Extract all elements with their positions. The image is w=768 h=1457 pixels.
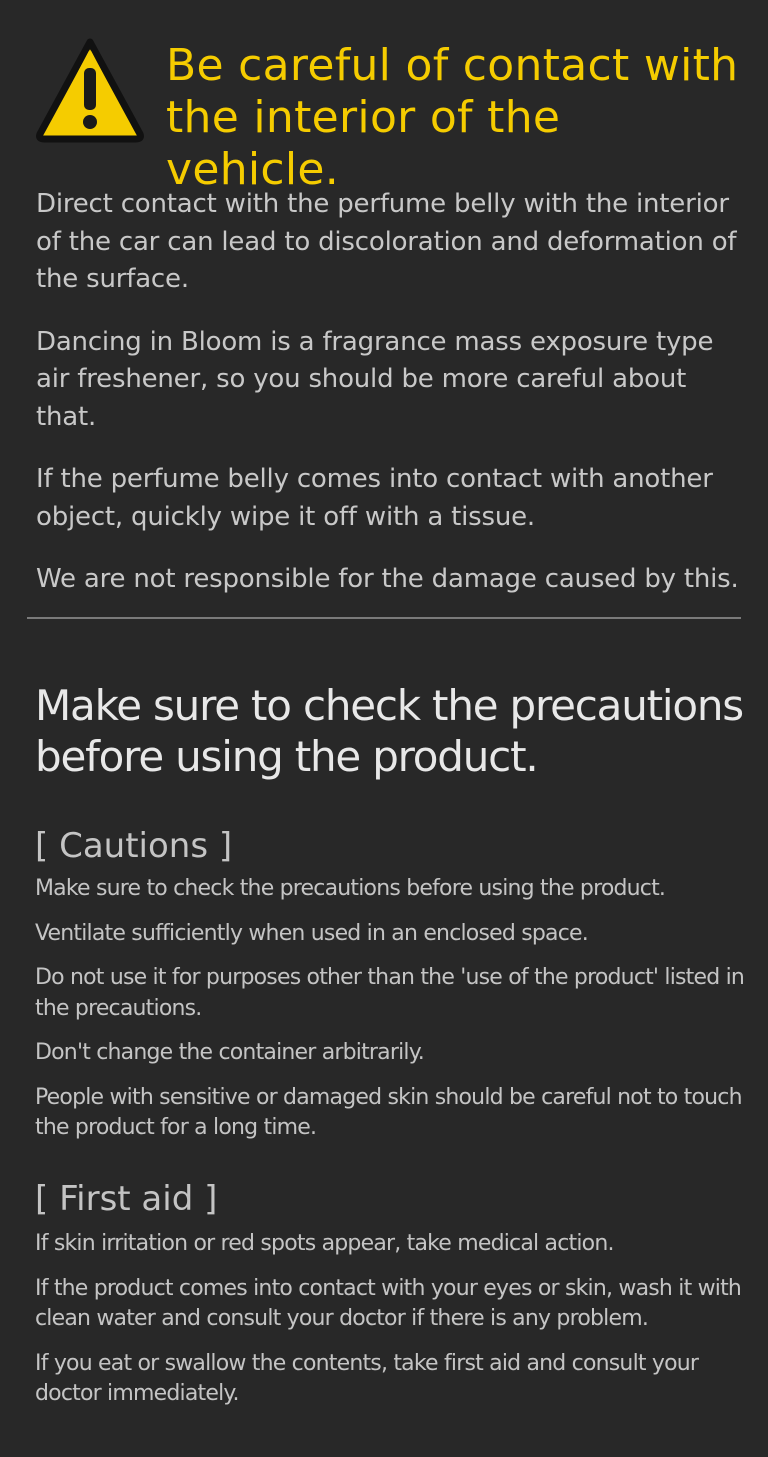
caution-item: Make sure to check the precautions before using the product. (35, 876, 666, 901)
cautions-heading: [ Cautions ] (35, 826, 233, 866)
warning-paragraph: If the perfume belly comes into contact with another object, quickly wipe it off with a tissue. (36, 464, 713, 532)
first-aid-list (35, 1229, 747, 1424)
first-aid-item: If skin irritation or red spots appear, take medical action. (35, 1231, 614, 1256)
warning-paragraph: We are not responsible for the damage caused by this. (36, 564, 739, 594)
caution-item: Don't change the container arbitrarily. (35, 1040, 425, 1065)
warning-paragraph: Direct contact with the perfume belly with the interior of the car can lead to discoloration and deformation of the surface. (36, 189, 737, 294)
caution-item: Ventilate sufficiently when used in an enclosed space. (35, 920, 588, 946)
first-aid-heading: [ First aid ] (35, 1179, 218, 1219)
first-aid-item: If the product comes into contact with your eyes or skin, wash it with clean water and consult your doctor if there is any problem. (35, 1275, 742, 1331)
caution-item: People with sensitive or damaged skin should be careful not to touch the product for a long time. (35, 1084, 742, 1140)
cautions-list (35, 874, 747, 1158)
first-aid-item: If you eat or swallow the contents, take first aid and consult your doctor immediately. (35, 1350, 699, 1406)
precautions-section (35, 680, 747, 1406)
warning-paragraphs (36, 186, 746, 624)
precautions-title: Make sure to check the precautions before using the product. (35, 681, 743, 781)
warning-paragraph: Dancing in Bloom is a fragrance mass exposure type air freshener, so you should be more careful about that. (36, 326, 714, 432)
warning-title: Be careful of contact with the interior of the vehicle. (166, 40, 739, 195)
warning-triangle-icon (34, 36, 146, 144)
section-divider (27, 617, 741, 619)
caution-item: Do not use it for purposes other than the 'use of the product' listed in the precautions. (35, 965, 745, 1021)
